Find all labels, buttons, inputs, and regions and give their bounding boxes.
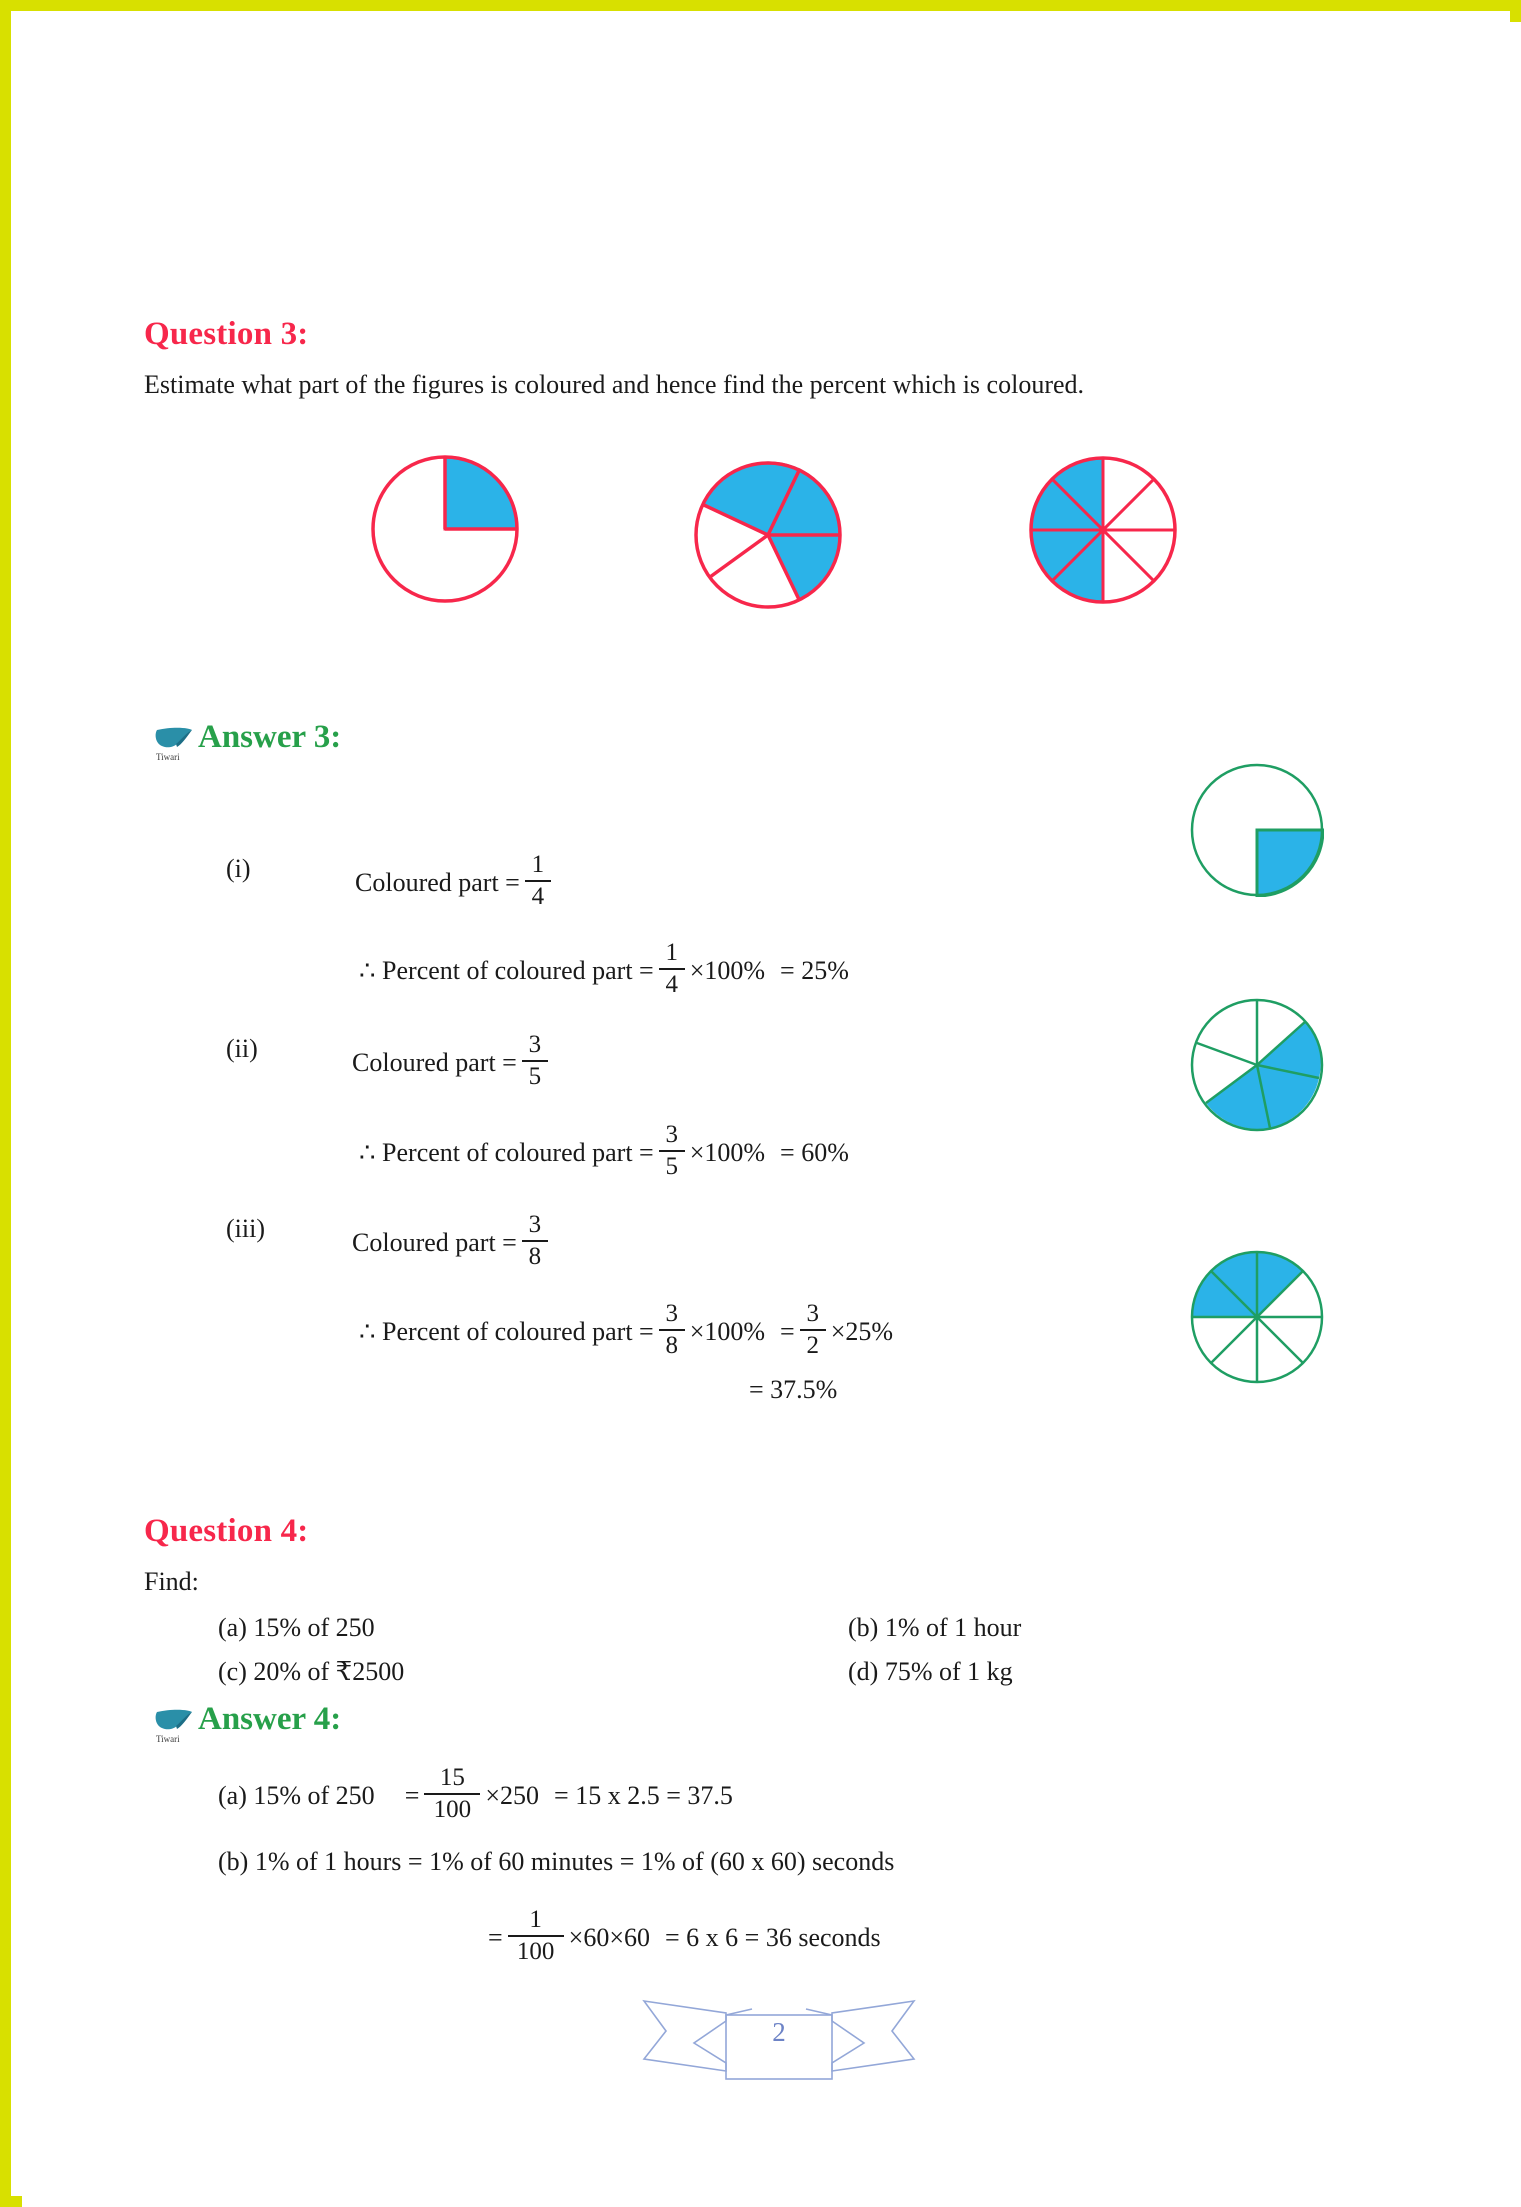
answer-3-percent-iii: [359, 1300, 894, 1360]
answer-4-line-b2-equals: =: [488, 1922, 503, 1952]
answer-3-item-label-ii: (ii): [226, 1034, 258, 1063]
answer-4-line-a-prefix: (a) 15% of 250: [218, 1780, 375, 1810]
question-3-text: Estimate what part of the figures is coloured and hence find the percent which is coloured.: [144, 370, 1085, 399]
times-text-iii: ×100%: [689, 1316, 766, 1346]
percent-prefix-i: ∴ Percent of coloured part =: [359, 955, 654, 985]
equals-text-iii: =: [780, 1316, 795, 1346]
page-sheet: [22, 22, 1521, 2207]
equals-text-ii: = 60%: [780, 1137, 849, 1167]
answer-3-side-figure-3: [1190, 1250, 1324, 1384]
question-4-heading: Question 4:: [144, 1513, 309, 1549]
question-3-figure-1: [365, 449, 525, 609]
answer-4-line-b2-times: ×60×60: [568, 1922, 650, 1952]
answer-3-final-result: = 37.5%: [749, 1375, 838, 1404]
answer-4-heading: Answer 4:: [198, 1701, 342, 1737]
answer-3-item-label-iii: (iii): [226, 1214, 265, 1243]
fraction-three-eighths-percent: $\frac{3}{8}$: [659, 1301, 685, 1358]
answer-3-coloured-part-ii: [352, 1031, 553, 1091]
answer-4-line-a: [218, 1764, 733, 1824]
percent-prefix-ii: ∴ Percent of coloured part =: [359, 1137, 654, 1167]
fraction-three-halves: $\frac{3}{2}$: [800, 1301, 826, 1358]
answer-3-side-figure-1: [1190, 763, 1324, 897]
answer-3-percent-ii: [359, 1121, 849, 1181]
fraction-one-quarter: $\frac{1}{4}$: [525, 852, 551, 909]
fraction-three-fifths: $\frac{3}{5}$: [522, 1032, 548, 1089]
question-4-item-b: (b) 1% of 1 hour: [848, 1613, 1022, 1642]
svg-text:Tiwari: Tiwari: [156, 752, 180, 762]
fraction-one-quarter-percent: $\frac{1}{4}$: [659, 940, 685, 997]
answer-3-item-label-i: (i): [226, 854, 251, 883]
answer-4-line-a-times: ×250: [485, 1780, 540, 1810]
coloured-part-label-i: Coloured part =: [355, 867, 520, 897]
answer-3-coloured-part-i: [355, 851, 556, 911]
percent-prefix-iii: ∴ Percent of coloured part =: [359, 1316, 654, 1346]
question-4-item-c: (c) 20% of ₹2500: [218, 1657, 405, 1686]
question-3-figure-3: [1022, 449, 1184, 611]
equals-text-i: = 25%: [780, 955, 849, 985]
answer-3-coloured-part-iii: [352, 1211, 553, 1271]
fraction-three-fifths-percent: $\frac{3}{5}$: [659, 1122, 685, 1179]
answer-4-line-a-result: = 15 x 2.5 = 37.5: [554, 1780, 733, 1810]
fraction-fifteen-hundredths: $\frac{15}{100}$: [424, 1765, 480, 1822]
answer-3-side-figure-2: [1190, 998, 1324, 1132]
question-3-figure-2: [682, 449, 854, 621]
question-4-item-d: (d) 75% of 1 kg: [848, 1657, 1013, 1686]
second-times-text-iii: ×25%: [830, 1316, 894, 1346]
answer-4-line-b2-result: = 6 x 6 = 36 seconds: [665, 1922, 881, 1952]
times-text-ii: ×100%: [689, 1137, 766, 1167]
tiwari-leaf-logo-2: [152, 1706, 196, 1746]
question-3-heading: Question 3:: [144, 316, 309, 352]
fraction-one-hundredth: $\frac{1}{100}$: [508, 1907, 564, 1964]
times-text-i: ×100%: [689, 955, 766, 985]
tiwari-leaf-logo-1: [152, 724, 196, 764]
answer-4-line-b-first: (b) 1% of 1 hours = 1% of 60 minutes = 1% of (60 x 60) seconds: [218, 1847, 895, 1876]
answer-4-line-b-second: [488, 1906, 881, 1966]
answer-4-line-a-equals: =: [404, 1780, 420, 1810]
question-4-find-label: Find:: [144, 1567, 199, 1596]
answer-3-percent-i: [359, 939, 849, 999]
fraction-three-eighths: $\frac{3}{8}$: [522, 1212, 548, 1269]
footer-page-number: 2: [772, 2017, 786, 2047]
coloured-part-label-ii: Coloured part =: [352, 1047, 517, 1077]
question-4-item-a: (a) 15% of 250: [218, 1613, 375, 1642]
svg-text:Tiwari: Tiwari: [156, 1734, 180, 1744]
answer-3-heading: Answer 3:: [198, 719, 342, 755]
coloured-part-label-iii: Coloured part =: [352, 1227, 517, 1257]
